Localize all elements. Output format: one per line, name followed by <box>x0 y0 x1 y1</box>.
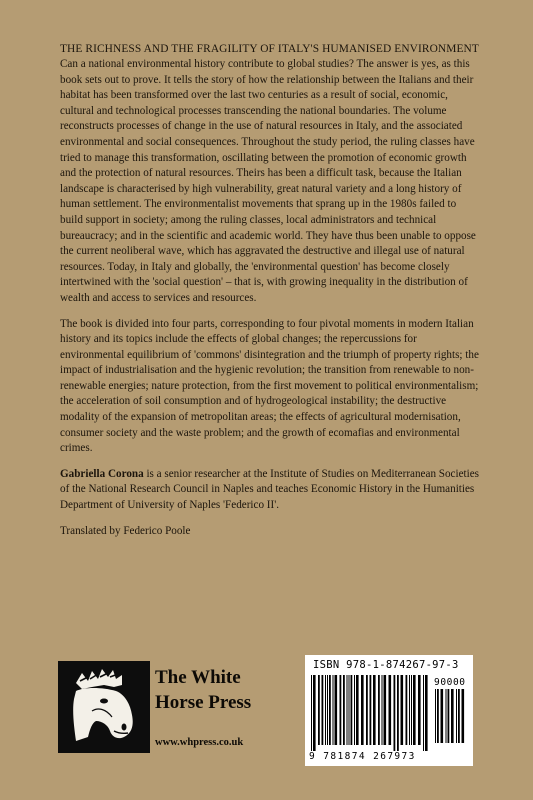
translator-credit: Translated by Federico Poole <box>60 524 191 537</box>
publisher-url[interactable]: www.whpress.co.uk <box>155 737 244 748</box>
barcode-bar <box>366 675 368 745</box>
barcode-bar <box>325 675 326 745</box>
barcode-bar <box>389 675 392 745</box>
barcode-bar <box>401 675 404 745</box>
barcode-bar <box>418 675 421 745</box>
barcode-bar <box>373 675 376 745</box>
blurb-paragraph-1: Can a national environmental history contribute to global studies? The answer is yes, as this book sets out to prove. It tells the story of how the relationship between the Italians and their habitat has been transformed over the last two centuries as a result of social, economic, cultural and technological processes transcending the national boundaries. The volume reconstructs processes of change in the use of natural resources in Italy, and the associated environmental and social consequences. Throughout the study period, the ruling classes have tried to manage this transformation, oscillating between the promotion of economic growth and the protection of natural resources. Theirs has been a difficult task, because the Italian landscape is characterised by high vulnerability, great natural variety and a long history of human settlement. The environmentalist movements that sprang up in the 1980s failed to build support in society; among the ruling classes, local administrators and technical bureaucracy; and in the scientific and academic world. They have thus been unable to oppose the current neoliberal wave, which has aggravated the destructive and illegal use of natural resources. Today, in Italy and globally, the 'environmental question' has become closely intertwined with the 'social question' – that is, with growing inequality in the distribution of wealth and access to services and resources. <box>60 58 476 304</box>
author-bio <box>60 467 480 514</box>
barcode-bar <box>423 675 424 751</box>
barcode-bar <box>356 675 359 745</box>
barcode-bar <box>446 689 447 743</box>
isbn-label: ISBN 978-1-874267-97-3 <box>313 659 459 671</box>
barcode-bar <box>448 689 450 743</box>
author-bio-text: is a senior researcher at the Institute of Studies on Mediterranean Societies of the National Research Council in Naples and teaches Economic History in the Humanities Department of University of Naples 'Federico II'. <box>60 467 480 512</box>
ean-digits: 9 781874 267973 <box>309 751 416 762</box>
barcode-bar <box>354 675 355 745</box>
barcode-bar <box>311 675 312 751</box>
white-horse-head-icon <box>58 661 150 753</box>
barcode-bar <box>437 689 439 743</box>
barcode-bar <box>340 675 342 745</box>
barcode-bar <box>370 675 372 745</box>
barcode-bar <box>451 689 454 743</box>
barcode-bar <box>378 675 380 745</box>
barcode-bar <box>333 675 334 745</box>
publisher-name <box>155 665 295 715</box>
barcode-bars-icon <box>309 675 429 751</box>
barcode-bar <box>458 689 460 743</box>
barcode-bar <box>382 675 383 745</box>
barcode-bar <box>413 675 416 745</box>
author-name: Gabriella Corona <box>60 467 144 480</box>
isbn-barcode <box>305 655 473 766</box>
barcode-bar <box>435 689 436 743</box>
barcode-bar <box>343 675 345 745</box>
barcode-bar <box>347 675 348 745</box>
barcode-bar <box>327 675 328 745</box>
barcode-bar <box>322 675 324 745</box>
barcode-bar <box>441 689 444 743</box>
barcode-bar <box>397 675 399 751</box>
barcode-bar <box>394 675 396 751</box>
blurb-heading: THE RICHNESS AND THE FRAGILITY OF ITALY'S HUMANISED ENVIRONMENT <box>60 43 479 55</box>
barcode-bar <box>406 675 408 745</box>
barcode-bar <box>329 675 331 745</box>
barcode-bar <box>411 675 412 745</box>
publisher-name-line-2: Horse Press <box>155 692 252 713</box>
blurb <box>60 42 480 539</box>
barcode-bar <box>456 689 457 743</box>
barcode-bar <box>335 675 338 745</box>
barcode-bar <box>351 675 353 745</box>
addon-barcode-bars-icon <box>433 689 473 751</box>
blurb-paragraph-2: The book is divided into four parts, corresponding to four pivotal moments in modern Italian history and its topics include the effects of global changes; the repercussions for environmental equilibrium of 'commons' disintegration and the triumph of property rights; the impact of industrialisation and the hygienic revolution; the transition from renewable to non-renewable energies; nature protection, from the first movement to political environmentalism; the acceleration of soil consumption and of hydrogeological instability; the destructive modality of the expansion of metropolitan areas; the effects of agricultural modernisation, consumer society and the waste problem; and the growth of ecomafias and environmental crimes. <box>60 317 479 455</box>
barcode-bar <box>313 675 316 751</box>
barcode-bar <box>349 675 350 745</box>
publisher-name-line-1: The White <box>155 667 241 688</box>
barcode-bar <box>462 689 465 743</box>
barcode-bar <box>318 675 320 745</box>
barcode-bar <box>361 675 364 745</box>
barcode-bar <box>384 675 387 745</box>
addon-digits: 90000 <box>434 677 466 688</box>
barcode-bar <box>409 675 410 745</box>
barcode-bar <box>425 675 428 751</box>
